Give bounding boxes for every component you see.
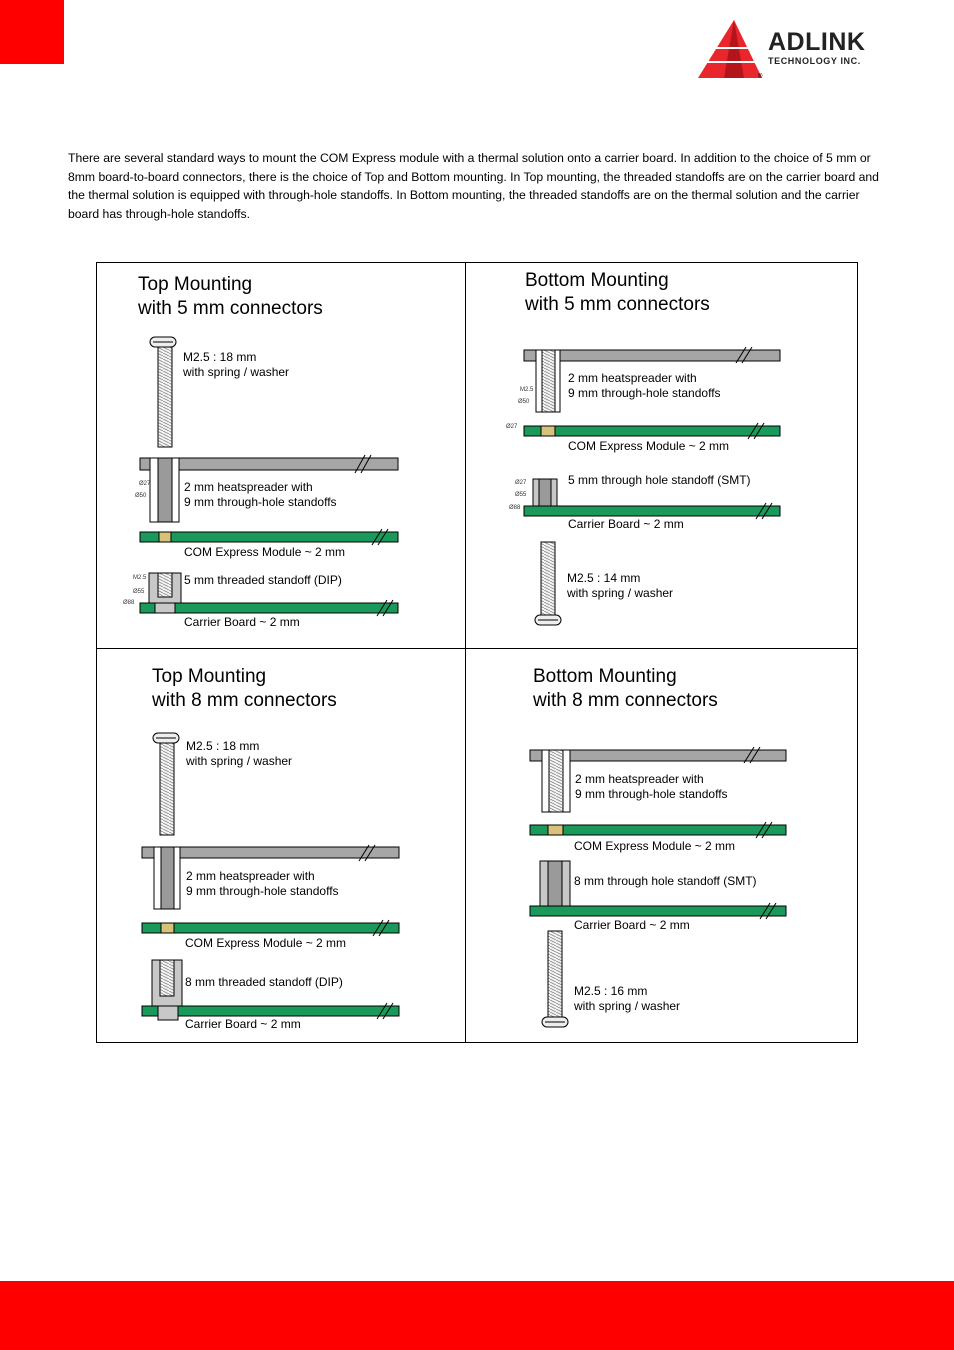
dim-label: Ø55 <box>133 589 145 595</box>
screw-sublabel: with spring / washer <box>183 365 290 379</box>
screw-label: M2.5 : 14 mm <box>567 571 641 585</box>
panel-bottom-mount-5mm <box>466 263 857 648</box>
heatspreader-label: 2 mm heatspreader with <box>575 772 704 786</box>
module-label: COM Express Module ~ 2 mm <box>574 839 736 853</box>
module-label: COM Express Module ~ 2 mm <box>185 936 347 950</box>
carrier-label: Carrier Board ~ 2 mm <box>184 615 300 629</box>
screw-sublabel: with spring / washer <box>574 999 681 1013</box>
panel-title-line2: with 8 mm connectors <box>152 690 337 711</box>
top5-drawing <box>97 263 465 648</box>
heatspreader-label: 2 mm heatspreader with <box>568 371 697 385</box>
module-label: COM Express Module ~ 2 mm <box>568 439 730 453</box>
standoff-label: 8 mm threaded standoff (DIP) <box>185 975 343 989</box>
standoffs-label: 9 mm through-hole standoffs <box>575 787 728 801</box>
carrier-label: Carrier Board ~ 2 mm <box>574 918 690 932</box>
dim-label: Ø50 <box>135 493 147 499</box>
brand-tagline: TECHNOLOGY INC. <box>768 56 861 66</box>
footer-red-bar <box>0 1281 954 1350</box>
dim-label: Ø27 <box>506 424 518 430</box>
panel-title-line2: with 8 mm connectors <box>533 690 718 711</box>
dim-label: Ø55 <box>515 492 527 498</box>
adlink-triangle-icon <box>696 18 766 84</box>
screw-label: M2.5 : 16 mm <box>574 984 648 998</box>
dim-label: Ø27 <box>139 481 151 487</box>
panel-top-mount-8mm <box>97 649 465 1042</box>
dim-label: Ø88 <box>123 600 135 606</box>
panel-title-line2: with 5 mm connectors <box>138 298 323 319</box>
screw-icon <box>542 931 568 1027</box>
panel-title-line1: Bottom Mounting <box>525 270 669 291</box>
standoff-label: 8 mm through hole standoff (SMT) <box>574 874 757 888</box>
panel-title-line1: Top Mounting <box>138 274 253 295</box>
screw-icon <box>150 337 176 447</box>
standoff-label: 5 mm through hole standoff (SMT) <box>568 473 751 487</box>
standoffs-label: 9 mm through-hole standoffs <box>186 884 339 898</box>
dim-label: Ø50 <box>518 399 530 405</box>
standoff-label: 5 mm threaded standoff (DIP) <box>184 573 342 587</box>
carrier-label: Carrier Board ~ 2 mm <box>185 1017 301 1031</box>
dim-label: M2.5 <box>520 387 534 393</box>
heatspreader-label: 2 mm heatspreader with <box>184 480 313 494</box>
mounting-diagram-grid <box>96 262 858 1043</box>
module-label: COM Express Module ~ 2 mm <box>184 545 346 559</box>
carrier-label: Carrier Board ~ 2 mm <box>568 517 684 531</box>
screw-icon <box>535 542 561 625</box>
dim-label: M2.5 <box>133 575 147 581</box>
screw-icon <box>153 733 179 835</box>
registered-mark: ® <box>758 74 763 80</box>
header-red-tab <box>0 0 64 64</box>
panel-title-line2: with 5 mm connectors <box>525 294 710 315</box>
screw-label: M2.5 : 18 mm <box>186 739 260 753</box>
adlink-logo <box>696 18 908 84</box>
dim-label: Ø88 <box>509 505 521 511</box>
standoffs-label: 9 mm through-hole standoffs <box>568 386 721 400</box>
panel-title-line1: Top Mounting <box>152 666 267 687</box>
panel-title-line1: Bottom Mounting <box>533 666 677 687</box>
panel-top-mount-5mm <box>97 263 465 648</box>
standoffs-label: 9 mm through-hole standoffs <box>184 495 337 509</box>
screw-sublabel: with spring / washer <box>567 586 674 600</box>
heatspreader-label: 2 mm heatspreader with <box>186 869 315 883</box>
brand-name: ADLINK <box>768 28 866 56</box>
screw-sublabel: with spring / washer <box>186 754 293 768</box>
dim-label: Ø27 <box>515 480 527 486</box>
panel-bottom-mount-8mm <box>466 649 857 1042</box>
intro-paragraph: There are several standard ways to mount the COM Express module with a thermal solution onto a carrier board. In addition to the choice of 5 mm or 8mm board-to-board connectors, there is the choice of Top and Bottom mounting. In Top mounting, the threaded standoffs are on the carrier board and the thermal solution is equipped with through-hole standoffs. In Bottom mounting, the threaded standoffs are on the thermal solution and the carrier board has through-hole standoffs. <box>68 151 879 221</box>
screw-label: M2.5 : 18 mm <box>183 350 257 364</box>
